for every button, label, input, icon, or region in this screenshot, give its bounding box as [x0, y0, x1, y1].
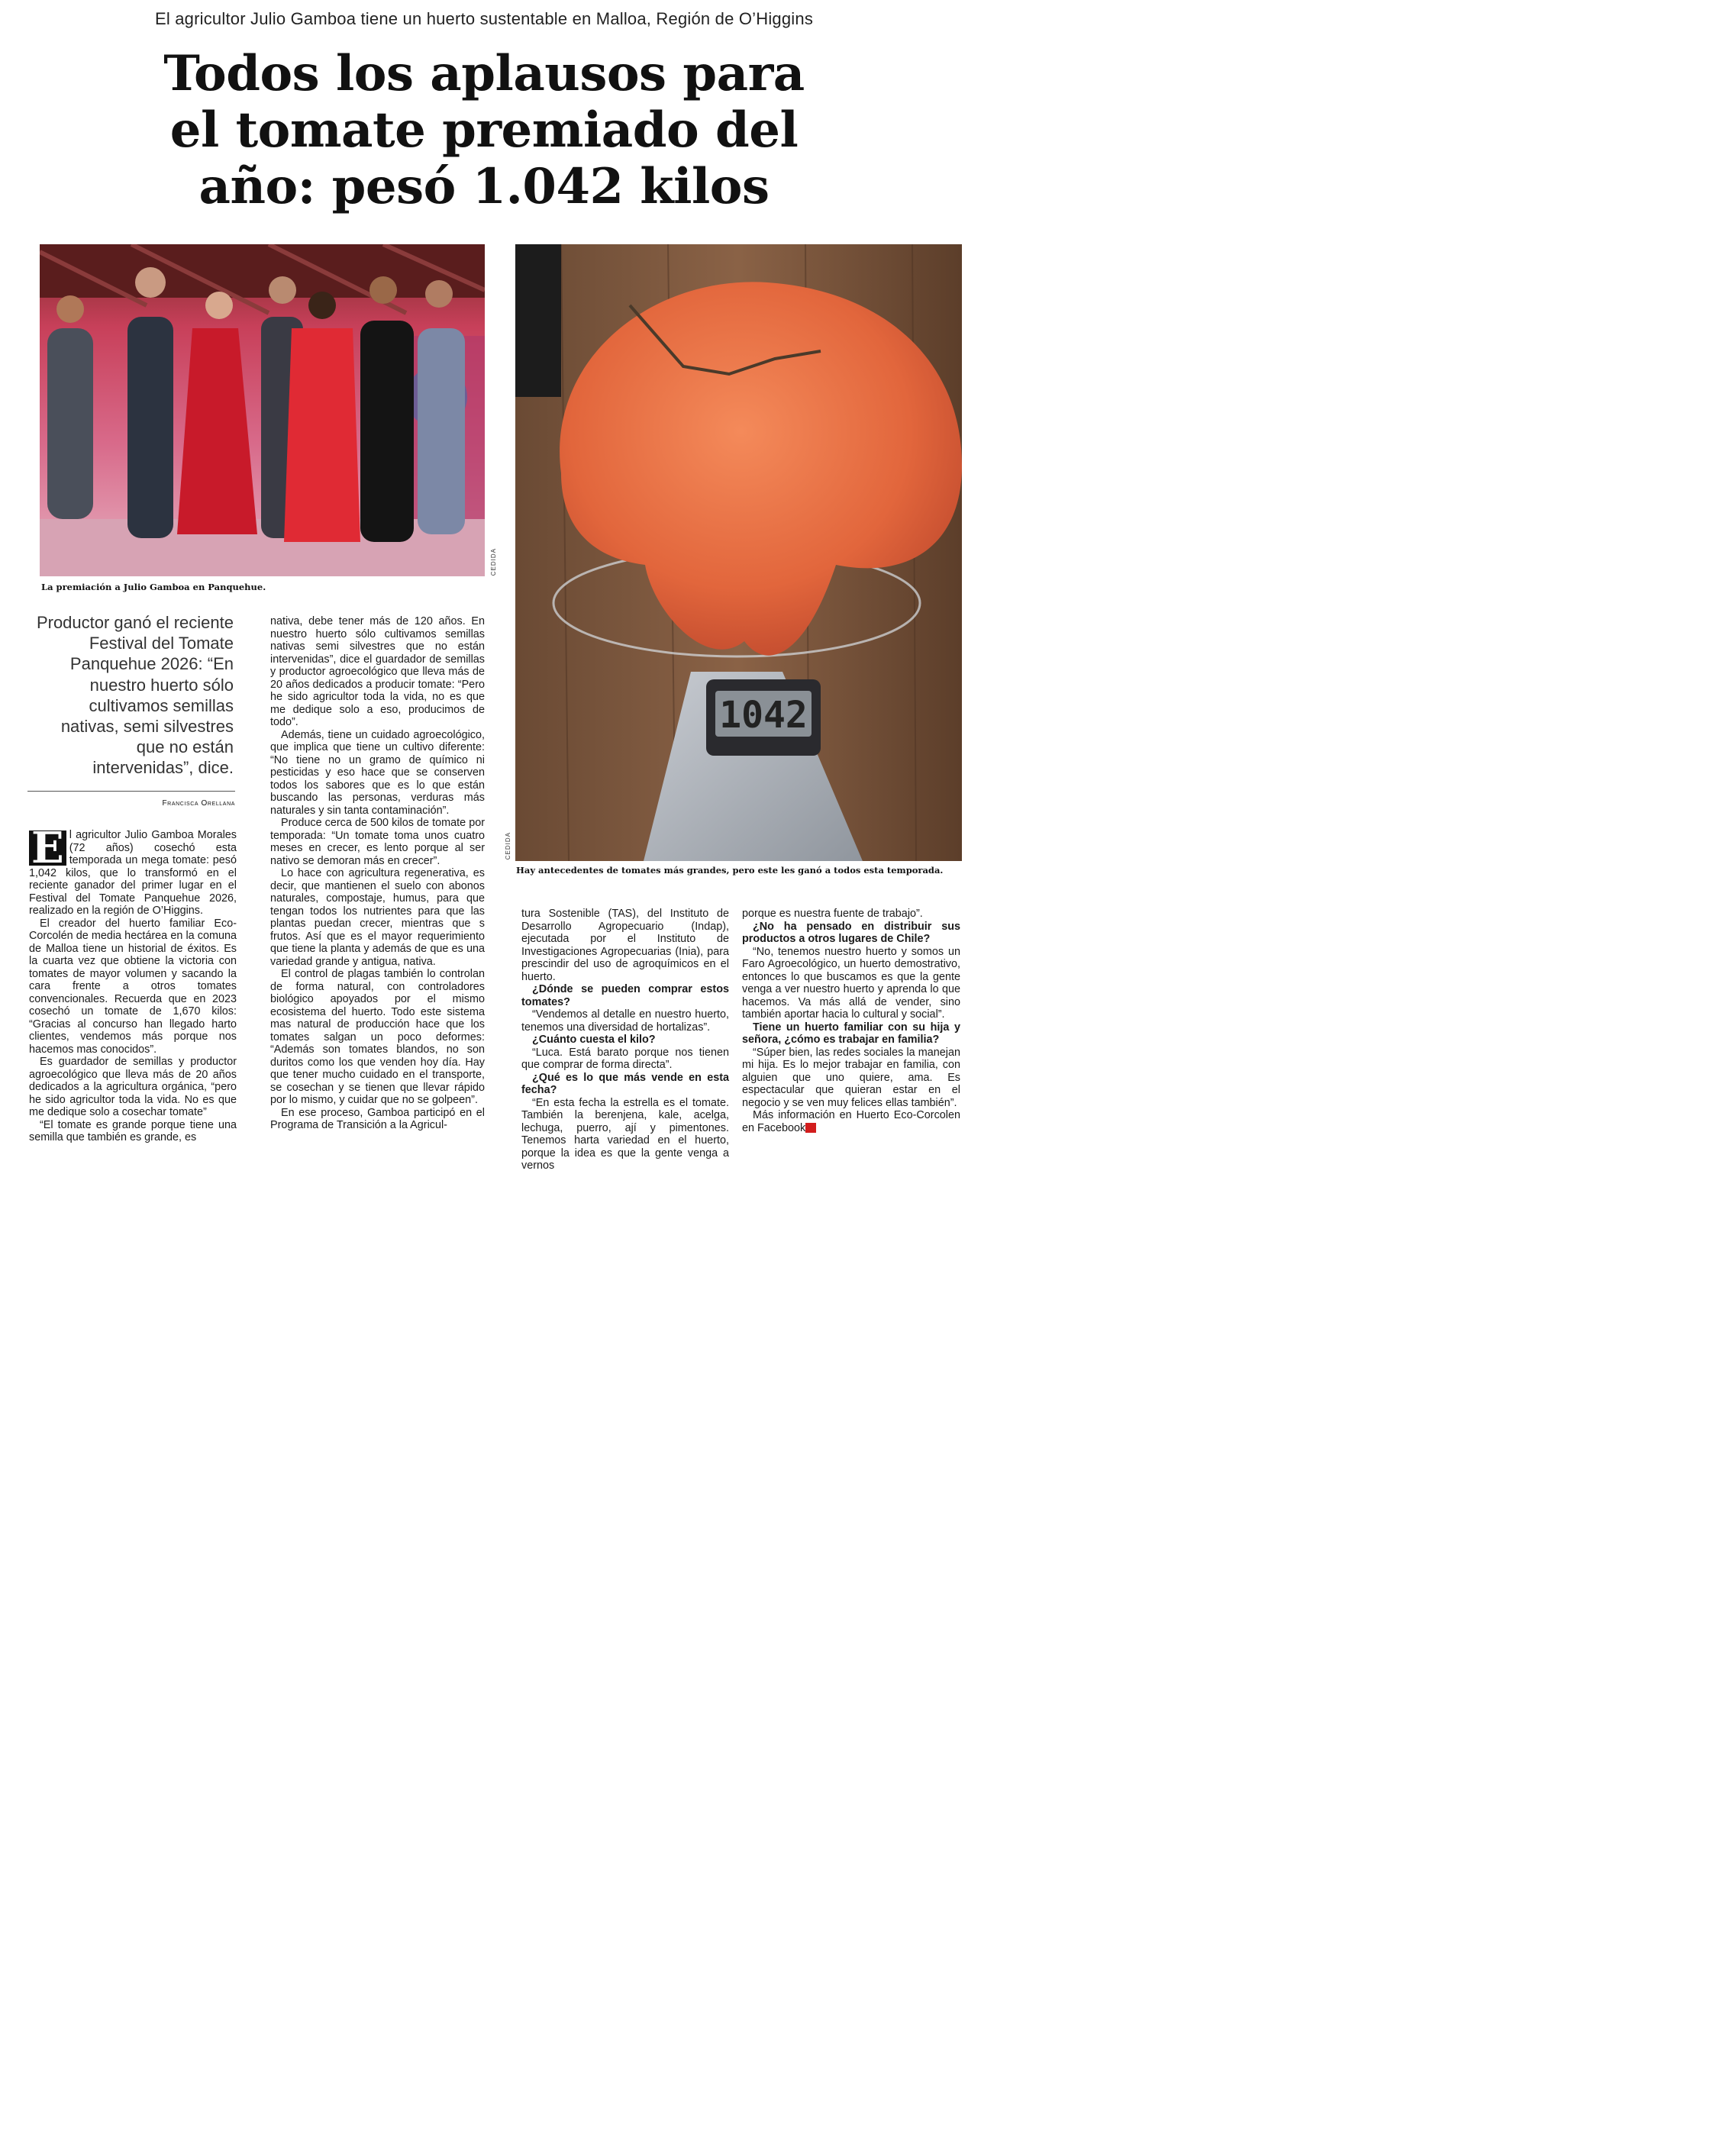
kicker: El agricultor Julio Gamboa tiene un huerto sustentable en Malloa, Región de O’Higgins — [154, 9, 814, 28]
scale-readout: 1042 — [719, 694, 808, 737]
dek: Productor ganó el reciente Festival del Tomate Panquehue 2026: “En nuestro huerto sólo cultivamos semillas nativas, semi silvestres que no están intervenidas”, dice. — [36, 613, 234, 778]
headline-line: el tomate premiado del — [169, 102, 799, 159]
headline-line: año: pesó 1.042 kilos — [198, 158, 770, 215]
paragraph: En ese proceso, Gamboa participó en el Programa de Transición a la Agricul- — [270, 1106, 485, 1131]
byline: Francisca Orellana — [27, 791, 235, 808]
photo-caption: La premiación a Julio Gamboa en Panquehue. — [41, 582, 266, 592]
article-column — [29, 823, 237, 1144]
interview-question: Tiene un huerto familiar con su hija y señora, ¿cómo es trabajar en familia? — [742, 1021, 960, 1046]
drop-cap: E — [29, 830, 66, 866]
article-column — [521, 908, 729, 1172]
article-column — [742, 908, 960, 1134]
interview-answer: “En esta fecha la estrella es el tomate. También la berenjena, kale, acelga, lechuga, puerro, ají y pimentones. Tenemos harta variedad en el huerto, porque la idea es que la gente venga a vernos — [521, 1096, 729, 1172]
paragraph: l agricultor Julio Gamboa Morales (72 años) cosechó esta temporada un mega tomate: pesó 1,042 kilos, que lo transformó en el reciente ganador del primer lugar en el Festival del Tomate Panquehue 2026, realizado en la región de O’Higgins. — [29, 829, 237, 917]
article-column — [270, 615, 485, 1132]
paragraph: tura Sostenible (TAS), del Instituto de Desarrollo Agropecuario (Indap), ejecutada por el Instituto de Investigaciones Agropecuarias (Inia), para prescindir del uso de agroquímicos en el huerto. — [521, 908, 729, 983]
paragraph: porque es nuestra fuente de trabajo”. — [742, 908, 923, 920]
paragraph: nativa, debe tener más de 120 años. En nuestro huerto sólo cultivamos semillas nativas semi silvestres que no están intervenidas”, dice el guardador de semillas y productor agroecológico que lleva más de 20 años dedicados a producir tomate: “Pero he sido agricultor toda la vida, no es que me dedique solo a eso, producimos de todo”. — [270, 615, 485, 728]
end-mark-logo: M — [805, 1123, 816, 1133]
paragraph: El control de plagas también lo controlan de forma natural, con controladores biológico apoyados por el mismo ecosistema del huerto. Todo este sistema mas natural de producción hace que los tomates salgan un poco deformes: “Además son tomates blandos, no son duritos como los que venden hoy día. Hay que tener mucho cuidado en el transporte, se cosechan y se tienen que llevar rápido por lo mismo, y cuidar que no se golpeen”. — [270, 968, 485, 1106]
closing-line: Más información en Huerto Eco-Corcolen en Facebook — [742, 1109, 960, 1134]
interview-answer: “Vendemos al detalle en nuestro huerto, tenemos una diversidad de hortalizas”. — [521, 1008, 729, 1034]
paragraph: Lo hace con agricultura regenerativa, es decir, que mantienen el suelo con abonos naturales, compostaje, humus, para que tengan todos los nutrientes para que las plantas puedan crecer, mientras que s frutos. Así que es el mayor requerimiento que tiene la planta y además de que es una variedad grande y antigua, nativa. — [270, 867, 485, 968]
paragraph: Es guardador de semillas y productor agroecológico que lleva más de 20 años dedicados a la agricultura orgánica, “pero he sido agricultor toda la vida. No es que me dedique solo a cosechar tomate” — [29, 1056, 237, 1118]
interview-answer: “Luca. Está barato porque nos tienen que comprar de forma directa”. — [521, 1046, 729, 1071]
interview-question: ¿No ha pensado en distribuir sus productos a otros lugares de Chile? — [742, 920, 960, 945]
paragraph: Además, tiene un cuidado agroecológico, que implica que tiene un cultivo diferente: “No tiene no un gramo de químico ni pesticidas y eso hace que se conserven todos los sabores que es lo que están buscando las personas, verduras más naturales y sin tanta contaminación”. — [270, 728, 485, 817]
paragraph: Produce cerca de 500 kilos de tomate por temporada: “Un tomate toma unos cuatro meses en crecer, es lento porque al ser nativo se demoran más en crecer”. — [270, 817, 485, 867]
interview-question: ¿Dónde se pueden comprar estos tomates? — [521, 983, 729, 1008]
award-photo — [40, 244, 485, 576]
interview-answer: “No, tenemos nuestro huerto y somos un Faro Agroecológico, un huerto demostrativo, entonces lo que buscamos es que la gente venga a ver nuestro huerto y aprenda lo que hacemos. Va más allá de vender, sino también aportar hacia lo cultural y social”. — [742, 945, 960, 1021]
headline-line: Todos los aplausos para — [163, 45, 805, 102]
interview-question: ¿Qué es lo que más vende en esta fecha? — [521, 1071, 729, 1096]
paragraph: “El tomate es grande porque tiene una semilla que también es grande, es — [29, 1118, 237, 1143]
interview-answer: “Súper bien, las redes sociales la manejan mi hija. Es lo mejor trabajar en familia, con alguien que uno quiere, ama. Es espectacular que quieran estar en el negocio y se ven muy felices ellas también”. — [742, 1046, 960, 1109]
photo-credit: CEDIDA — [490, 548, 497, 576]
interview-question: ¿Cuánto cuesta el kilo? — [532, 1034, 656, 1046]
photo-caption: Hay antecedentes de tomates más grandes, pero este les ganó a todos esta temporada. — [516, 865, 944, 876]
photo-credit: CEDIDA — [505, 832, 511, 860]
tomato-photo — [515, 244, 962, 861]
paragraph: El creador del huerto familiar Eco-Corcolén de media hectárea en la comuna de Malloa tiene un historial de éxitos. Es la cuarta vez que obtiene la victoria con tomates de mayor volumen y sacando la cara frente a otros tomates convencionales. Recuerda que en 2023 cosechó un tomate de 1,670 kilos: “Gracias al concurso han llegado harto clientes, vendemos más porque nos hacemos mas conocidos”. — [29, 917, 237, 1056]
headline — [46, 46, 922, 215]
